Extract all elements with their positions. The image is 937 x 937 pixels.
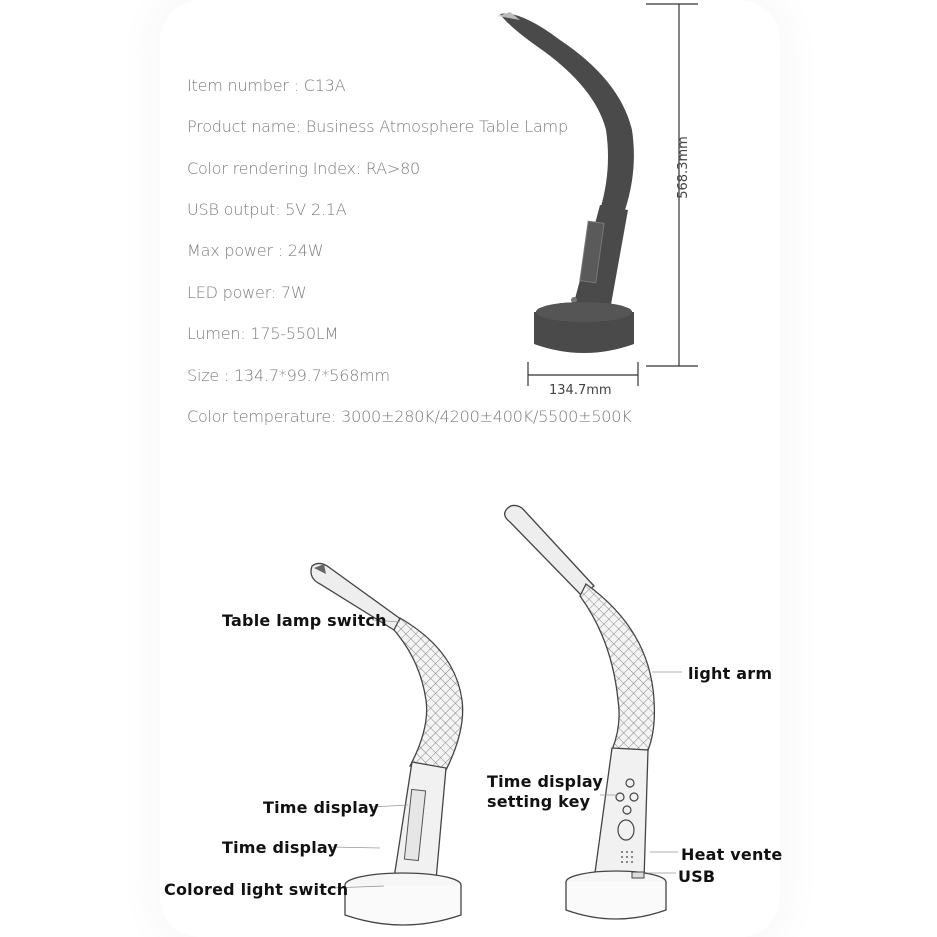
spec-usb-output: USB output: 5V 2.1A [187, 200, 347, 219]
callout-light-arm: light arm [688, 664, 773, 683]
spec-color-temperature: Color temperature: 3000±280K/4200±400K/5500±500K [187, 407, 632, 426]
spec-led-power: LED power: 7W [187, 283, 307, 302]
callout-heat-vents: Heat vente [681, 845, 783, 864]
callout-time-display-setting-key-line2: setting key [487, 792, 591, 811]
lamp-silhouette [498, 12, 634, 353]
callout-table-lamp-switch: Table lamp switch [222, 611, 387, 630]
lamp-right-diagram [505, 505, 666, 919]
callout-colored-light-switch: Colored light switch [164, 880, 349, 899]
spec-lumen: Lumen: 175-550LM [187, 324, 339, 343]
callout-time-display-setting-key-line1: Time display [487, 772, 604, 791]
height-dimension-label: 568.3mm [675, 136, 691, 199]
callout-time-display-2: Time display [222, 838, 339, 857]
width-dimension-label: 134.7mm [549, 383, 612, 398]
spec-item-number: Item number : C13A [187, 76, 346, 95]
spec-color-rendering: Color rendering Index: RA>80 [187, 159, 421, 178]
spec-max-power: Max power : 24W [187, 241, 324, 260]
callout-time-display: Time display [263, 798, 380, 817]
spec-size: Size : 134.7*99.7*568mm [187, 366, 390, 385]
callout-usb: USB [678, 867, 716, 886]
spec-product-name: Product name: Business Atmosphere Table Lamp [187, 117, 568, 136]
